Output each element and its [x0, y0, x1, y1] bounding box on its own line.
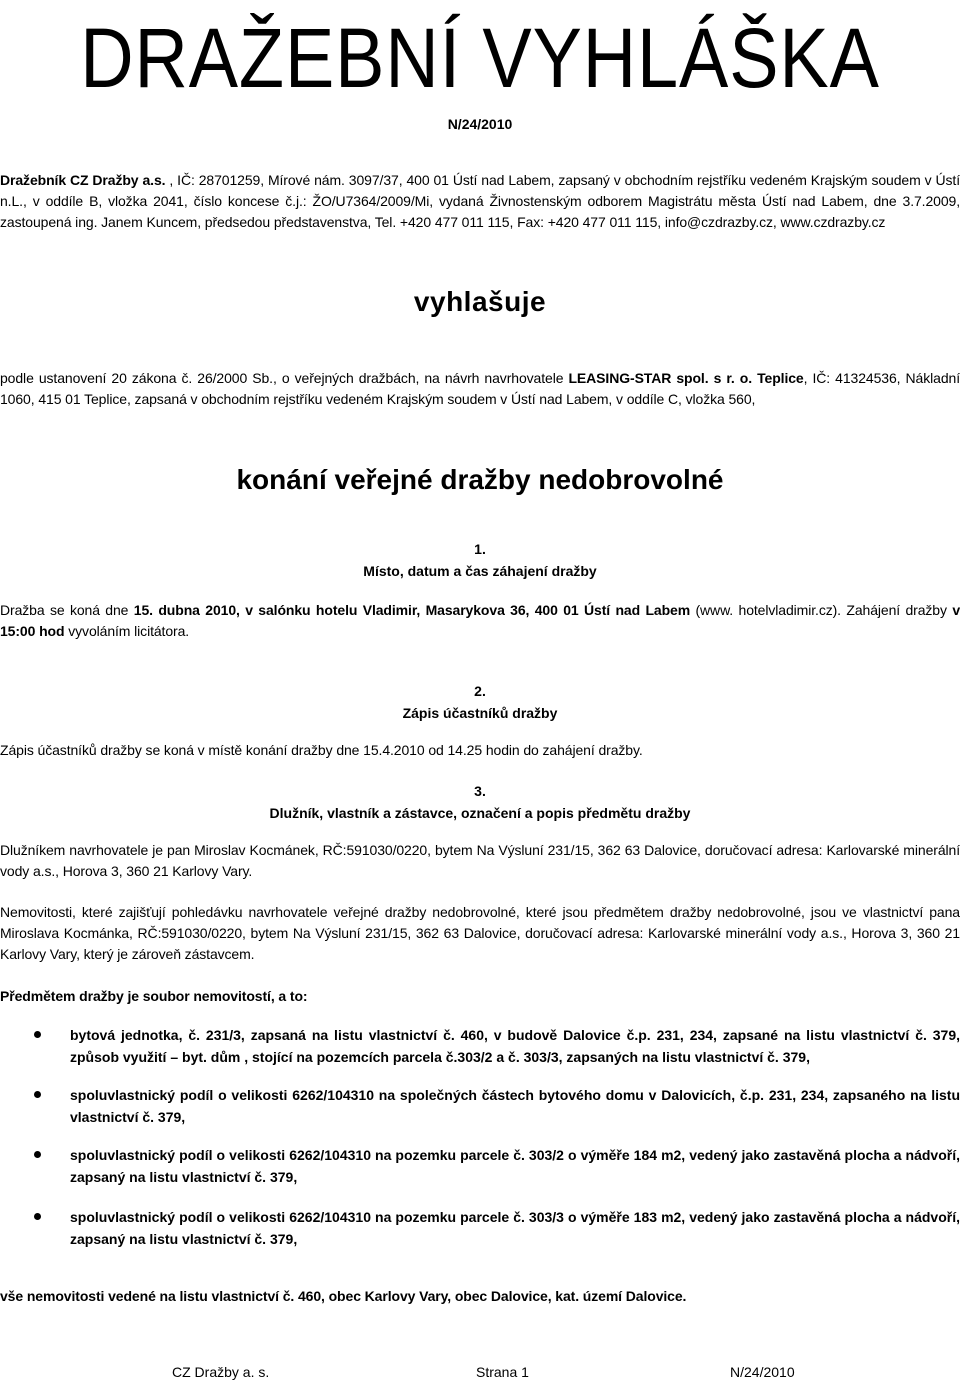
bullet-icon [34, 1151, 41, 1158]
list-item-text: bytová jednotka, č. 231/3, zapsaná na listu vlastnictví č. 460, v budově Dalovice č.p. 231, 234, zapsané na listu vlastnictví č. 379, způsob využití – byt. dům , stojící na pozemcích parcela č.303/2 a č. 303/3, zapsaných na listu vlastnictví č. 379, [70, 1027, 960, 1065]
auctioneer-paragraph [0, 170, 960, 233]
section-1-number: 1. [474, 541, 486, 557]
list-item-text: spoluvlastnický podíl o velikosti 6262/104310 na pozemku parcele č. 303/2 o výměře 184 m2, vedený jako zastavěná plocha a nádvoří, zapsaný na listu vlastnictví č. 379, [70, 1147, 960, 1185]
list-item [70, 1084, 960, 1128]
proposer-name: LEASING-STAR spol. s r. o. Teplice [568, 370, 804, 386]
property-paragraph: Nemovitosti, které zajišťují pohledávku navrhovatele veřejné dražby nedobrovolné, které jsou předmětem dražby nedobrovolné, jsou ve vlastnictví pana Miroslava Kocmánka, RČ:591030/0220, bytem Na Výsluní 231/15, 362 63 Dalovice, doručovací adresa: Karlovarské minerální vody a.s., Horova 3, 360 21 Karlovy Vary, který je zároveň zástavcem. [0, 904, 960, 962]
list-item-text: spoluvlastnický podíl o velikosti 6262/104310 na pozemku parcele č. 303/3 o výměře 183 m2, vedený jako zastavěná plocha a nádvoří, zapsaný na listu vlastnictví č. 379, [70, 1209, 960, 1247]
legal-basis-paragraph [0, 368, 960, 410]
announces-heading: vyhlašuje [413, 286, 547, 317]
auctioneer-details: , IČ: 28701259, Mírové nám. 3097/37, 400 01 Ústí nad Labem, zapsaný v obchodním rejstříku vedeném Krajským soudem v Ústí n.L., v oddíle B, vložka 2041, číslo koncese č.j.: ŽO/U7364/2009/Mi, vydaná Živnostenským odborem Magistrátu města Ústí nad Labem, dne 3.7.2009, zastoupená ing. Janem Kuncem, předsedou představenstva, Tel. +420 477 011 115, Fax: +420 477 011 115, info@czdrazby.cz, www.czdrazby.cz [0, 172, 960, 230]
section-3-heading: Dlužník, vlastník a zástavce, označení a popis předmětu dražby [269, 805, 691, 821]
auctioneer-name: Dražebník CZ Dražby a.s. [0, 172, 166, 188]
footer-page: Strana 1 [476, 1364, 529, 1380]
section-3-number: 3. [474, 783, 486, 799]
document-title: DRAŽEBNÍ VYHLÁŠKA [80, 11, 880, 105]
property-summary: vše nemovitosti vedené na listu vlastnictví č. 460, obec Karlovy Vary, obec Dalovice, kat. území Dalovice. [0, 1288, 687, 1304]
section-1-text [0, 600, 960, 642]
list-item-text: spoluvlastnický podíl o velikosti 6262/104310 na společných částech bytového domu v Dalovicích, č.p. 231, 234, zapsaného na listu vlastnictví č. 379, [70, 1087, 960, 1125]
section-2-number: 2. [474, 683, 486, 699]
bullet-icon [34, 1031, 41, 1038]
auction-start-time: v 15:00 hod [0, 602, 960, 639]
auction-date-place: 15. dubna 2010, v salónku hotelu Vladimir, Masarykova 36, 400 01 Ústí nad Labem [133, 602, 691, 618]
legal-basis-text: podle ustanovení 20 zákona č. 26/2000 Sb., o veřejných dražbách, na návrh navrhovatele [0, 370, 569, 386]
proposer-details: , IČ: 41324536, Nákladní 1060, 415 01 Teplice, zapsaná v obchodním rejstříku vedeném Krajským soudem v Ústí nad Labem, v oddíle C, vložka 560, [0, 370, 960, 407]
section-1-text-part: vyvoláním licitátora. [64, 623, 190, 639]
section-1-text-part: Dražba se koná dne [0, 602, 134, 618]
list-item [70, 1206, 960, 1250]
document-number: N/24/2010 [447, 116, 513, 132]
bullet-icon [34, 1091, 41, 1098]
footer-docno: N/24/2010 [730, 1364, 795, 1380]
subject-label: Předmětem dražby je soubor nemovitostí, a to: [0, 988, 308, 1004]
section-2-text: Zápis účastníků dražby se koná v místě konání dražby dne 15.4.2010 od 14.25 hodin do zahájení dražby. [0, 742, 643, 758]
bullet-icon [34, 1213, 41, 1220]
list-item [70, 1024, 960, 1068]
auction-type-heading: konání veřejné dražby nedobrovolné [236, 464, 724, 495]
list-item [70, 1144, 960, 1188]
footer-company: CZ Dražby a. s. [172, 1364, 270, 1380]
section-1-text-part: (www. hotelvladimir.cz). Zahájení dražby [690, 602, 953, 618]
debtor-paragraph: Dlužníkem navrhovatele je pan Miroslav Kocmánek, RČ:591030/0220, bytem Na Výsluní 231/15, 362 63 Dalovice, doručovací adresa: Karlovarské minerální vody a.s., Horova 3, 360 21 Karlovy Vary. [0, 842, 960, 879]
section-1-heading: Místo, datum a čas záhajení dražby [363, 563, 597, 579]
section-2-heading: Zápis účastníků dražby [402, 705, 558, 721]
